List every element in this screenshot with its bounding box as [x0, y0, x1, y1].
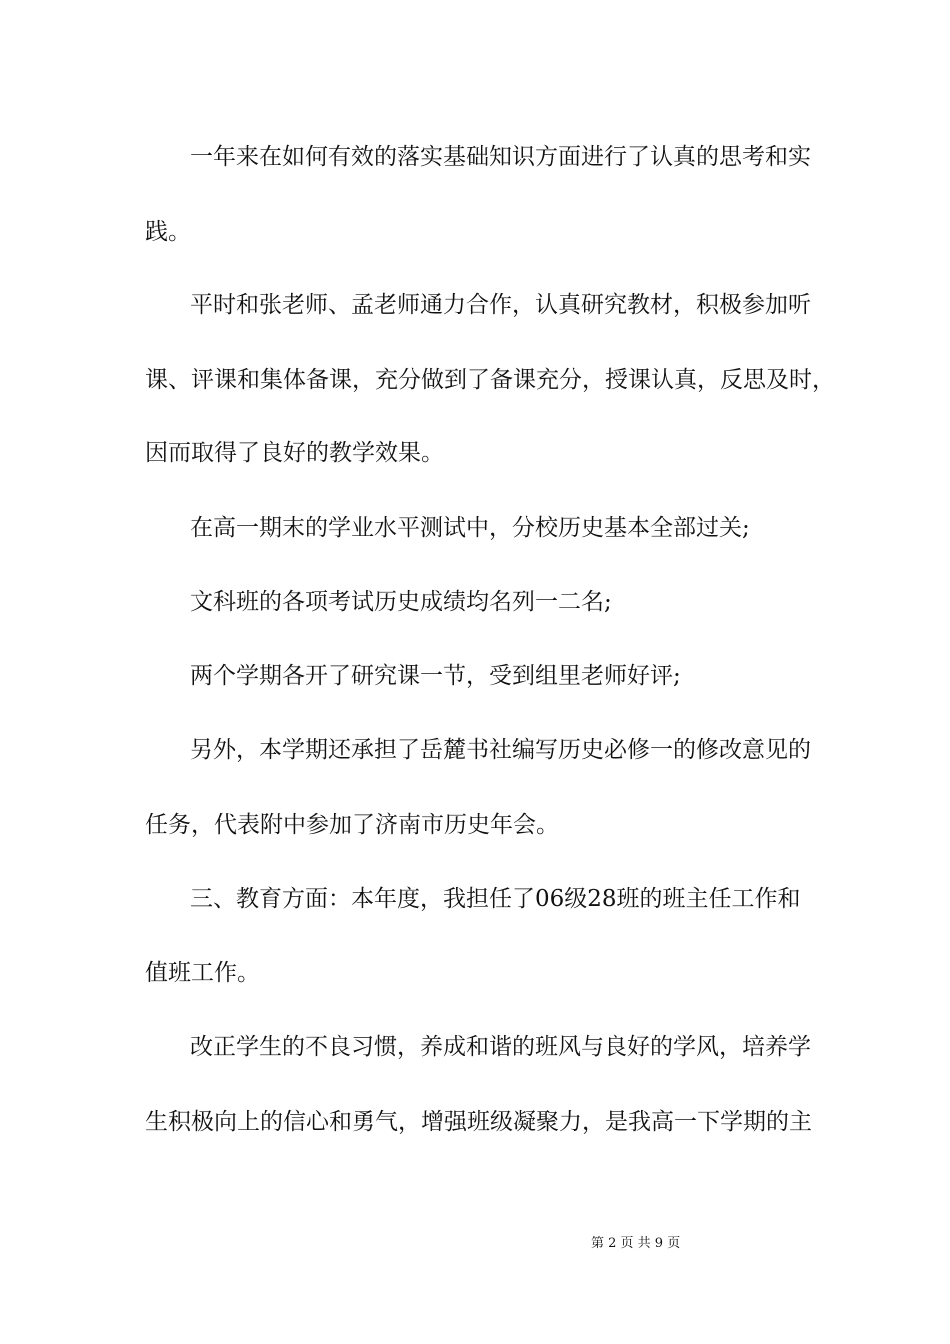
page-footer: 第 2 页 共 9 页 — [591, 1236, 681, 1251]
line-text: 三、教育方面：本年度，我担任了06级28班的班主任工作和 — [190, 886, 801, 912]
line-text: 文科班的各项考试历史成绩均名列一二名; — [190, 589, 612, 615]
line-text: 另外，本学期还承担了岳麓书社编写历史必修一的修改意见的 — [190, 737, 811, 763]
line-text: 一年来在如何有效的落实基础知识方面进行了认真的思考和实 — [190, 144, 811, 170]
line-text: 在高一期末的学业水平测试中，分校历史基本全部过关; — [190, 515, 750, 541]
line-text: 生积极向上的信心和勇气，增强班级凝聚力，是我高一下学期的主 — [145, 1109, 812, 1135]
line-text: 改正学生的不良习惯，养成和谐的班风与良好的学风，培养学 — [190, 1034, 811, 1060]
line-text: 值班工作。 — [145, 960, 260, 986]
line-text: 课、评课和集体备课，充分做到了备课充分，授课认真，反思及时， — [145, 367, 835, 393]
line-text: 践。 — [145, 219, 191, 245]
line-text: 因而取得了良好的教学效果。 — [145, 440, 444, 466]
line-text: 平时和张老师、孟老师通力合作，认真研究教材，积极参加听 — [190, 292, 811, 318]
line-text: 两个学期各开了研究课一节，受到组里老师好评; — [190, 663, 681, 689]
line-text: 任务，代表附中参加了济南市历史年会。 — [145, 812, 559, 838]
